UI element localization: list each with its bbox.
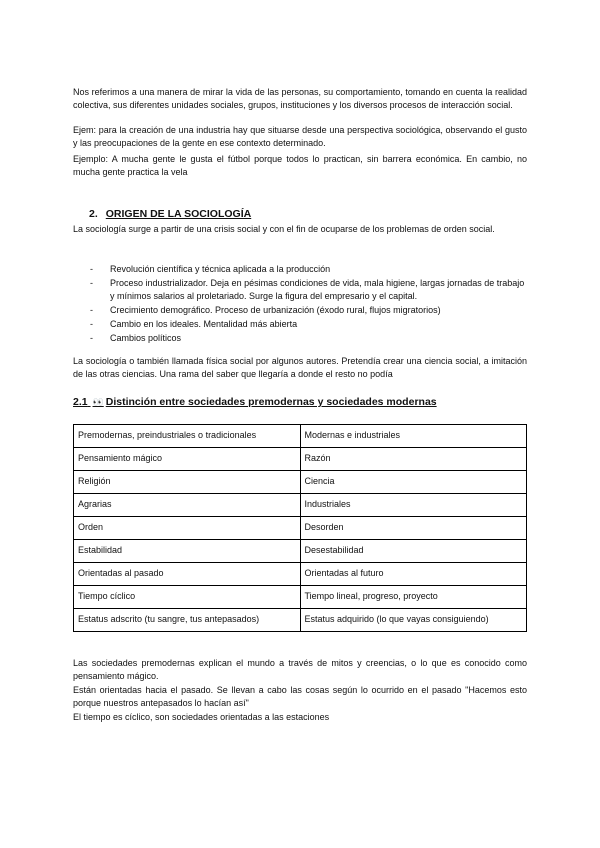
table-cell: Desorden — [300, 517, 527, 540]
table-header-cell: Modernas e industriales — [300, 425, 527, 448]
table-cell: Tiempo cíclico — [74, 586, 301, 609]
table-row — [74, 563, 527, 586]
intro-paragraph-3: Ejemplo: A mucha gente le gusta el fútbol porque todos lo practican, sin barrera económica. En cambio, no mucha gente practica la vela — [73, 154, 527, 177]
table-cell: Orden — [74, 517, 301, 540]
section-2-closing: La sociología o también llamada física social por algunos autores. Pretendía crear una ciencia social, a imitación de las otras ciencias. Una rama del saber que llegaría a donde el resto no podía — [73, 356, 527, 379]
list-item — [90, 277, 530, 302]
table-row — [74, 517, 527, 540]
eyes-icon: 👀 — [92, 397, 104, 407]
table-row — [74, 609, 527, 632]
table-row — [74, 540, 527, 563]
section-2-1-number: 2.1 — [73, 396, 88, 408]
list-item-text: Crecimiento demográfico. Proceso de urbanización (éxodo rural, flujos migratorios) — [110, 304, 441, 315]
section-2-title: ORIGEN DE LA SOCIOLOGÍA — [105, 208, 252, 220]
table-cell: Religión — [74, 471, 301, 494]
causes-list — [90, 263, 530, 346]
table-cell: Agrarias — [74, 494, 301, 517]
table-cell: Orientadas al pasado — [74, 563, 301, 586]
table-row — [74, 494, 527, 517]
list-item-text: Cambio en los ideales. Mentalidad más abierta — [110, 318, 298, 329]
table-cell: Industriales — [300, 494, 527, 517]
bullet-marker: - — [90, 304, 93, 315]
list-item — [90, 304, 530, 317]
table-cell: Estabilidad — [74, 540, 301, 563]
bullet-marker: - — [90, 318, 93, 329]
after-table-paragraph-1: Las sociedades premodernas explican el mundo a través de mitos y creencias, o lo que es conocido como pensamiento mágico. — [73, 658, 527, 681]
list-item-text: Revolución científica y técnica aplicada a la producción — [110, 264, 331, 274]
list-item — [90, 318, 530, 331]
table-cell: Estatus adquirido (lo que vayas consiguiendo) — [300, 609, 527, 632]
section-2-heading — [89, 208, 251, 220]
table-cell: Estatus adscrito (tu sangre, tus antepasados) — [74, 609, 301, 632]
section-2-lead: La sociología surge a partir de una crisis social y con el fin de ocuparse de los problemas de orden social. — [73, 224, 495, 234]
table-cell: Desestabilidad — [300, 540, 527, 563]
table-cell: Razón — [300, 448, 527, 471]
comparison-table — [73, 424, 527, 632]
section-2-1-title: Distinción entre sociedades premodernas y sociedades modernas — [105, 396, 437, 408]
after-table-paragraph-3: El tiempo es cíclico, son sociedades orientadas a las estaciones — [73, 712, 330, 722]
bullet-marker: - — [90, 278, 93, 288]
list-item — [90, 263, 530, 276]
bullet-marker: - — [90, 264, 93, 274]
table-cell: Orientadas al futuro — [300, 563, 527, 586]
list-item-text: Cambios políticos — [110, 332, 182, 343]
intro-paragraph-1: Nos referimos a una manera de mirar la vida de las personas, su comportamiento, tomando en cuenta la realidad colectiva, sus diferentes unidades sociales, grupos, instituciones y los diversos procesos de interacción social. — [73, 87, 527, 110]
table-header-cell: Premodernas, preindustriales o tradicionales — [74, 425, 301, 448]
bullet-marker: - — [90, 332, 93, 343]
table-cell: Tiempo lineal, progreso, proyecto — [300, 586, 527, 609]
table-row — [74, 448, 527, 471]
intro-paragraph-2: Ejem: para la creación de una industria hay que situarse desde una perspectiva sociológica, observando el gusto y las preocupaciones de la gente en ese contexto determinado. — [73, 125, 527, 148]
after-table-paragraph-2: Están orientadas hacia el pasado. Se llevan a cabo las cosas según lo ocurrido en el pasado "Hacemos esto porque nuestros antepasados lo hacían así" — [73, 685, 527, 708]
section-2-1-heading — [73, 396, 437, 408]
table-cell: Pensamiento mágico — [74, 448, 301, 471]
table-row — [74, 471, 527, 494]
table-row — [74, 586, 527, 609]
table-header-row — [74, 425, 527, 448]
list-item-text: Proceso industrializador. Deja en pésimas condiciones de vida, mala higiene, largas jornadas de trabajo y mínimos salarios al proletariado. Surge la figura del empresario y el capital. — [110, 278, 525, 301]
table-cell: Ciencia — [300, 471, 527, 494]
list-item — [90, 332, 530, 345]
section-2-number: 2. — [89, 208, 98, 220]
